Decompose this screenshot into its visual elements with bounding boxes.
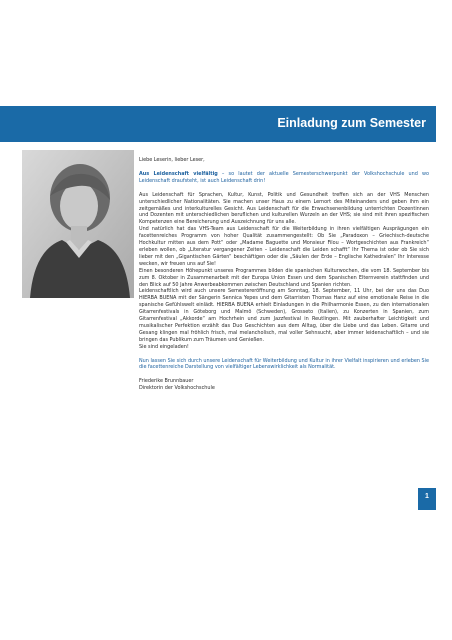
signature-title: Direktorin der Volkshochschule [139, 385, 215, 392]
page-title: Einladung zum Semester [277, 116, 426, 130]
invitation-line: Sie sind eingeladen! [139, 343, 189, 350]
paragraph: Einen besonderen Höhepunkt unseres Programmes bilden die spanischen Kulturwochen, die vom 18. September bis zum 8. Oktober in Zusammenarbeit mit der Europa Union Essen und dem Spanischen Elternverein stattfinden und den Blick auf 50 Jahre Anwerbeabkommen zwischen Deutschland und Spanien richten. [139, 267, 429, 288]
greeting: Liebe Leserin, lieber Leser, [139, 157, 205, 163]
paragraph: Aus Leidenschaft für Sprachen, Kultur, Kunst, Politik und Gesundheit treffen sich an der VHS Menschen unterschiedlicher Nationalitäten. Sie machen unser Haus zu einem Lernort des Miteinanders und geben ihm ein zeitgemäßes und interkulturelles Gesicht. Aus Leidenschaft für die Erwachsenenbildung unterrichten Dozentinnen und Dozenten mit unterschiedlichen beruflichen und kulturellen Wurzeln an der VHS; sie sind mit ihren spezifischen Kompetenzen eine Bereicherung und Auszeichnung für uns alle. [139, 191, 429, 226]
header-bar [0, 106, 436, 142]
intro-paragraph [139, 171, 429, 185]
page-number-tab [418, 488, 436, 510]
portrait-photo [22, 150, 134, 298]
paragraph: Leidenschaftlich wird auch unsere Semestereröffnung am Sonntag, 18. September, 11 Uhr, bei der uns das Duo HIERBA BUENA mit der Sängerin Sennica Yepes und dem Gitarristen Thomas Hanz auf eine emotionale Reise in die spanische Gefühlswelt einlädt. HIERBA BUENA erhielt Einladungen in die Philharmonie Essen, zu den internationalen Gitarrenfestivals in Göteborg und Malmö (Schweden), Grosseto (Italien), zu Konzerten in Spanien, zum Gitarrenfestival „Akkorde“ am Hochrhein und zum Jazzfestival in Reutlingen. Mit zauberhafter Leichtigkeit und musikalischer Perfektion erzählt das Duo Geschichten aus dem Alltag, über die Liebe und das Leben. Gitarre und Gesang klingen mal fröhlich frisch, mal melancholisch, mal voller Sehnsucht, aber immer leidenschaftlich – und sie bringen das Publikum zum Träumen und Genießen. [139, 288, 429, 343]
paragraph: Und natürlich hat das VHS-Team aus Leidenschaft für die Weiterbildung in ihren vielfältigen Ausprägungen ein facettenreiches Programm von hoher Qualität zusammengestellt: Ob Sie „Paradoxon – Griechisch-deutsche Hochkultur mitten aus dem Pott“ oder „Madame Baguette und Monsieur Filou – Wortgeschichten aus Frankreich“ erleben wollen, ob „Literatur vergangener Zeiten – Leidenschaft die Leiden schafft“ Ihr Thema ist oder ob Sie sich lieber mit den „Gigantischen Gärten“ beschäftigen oder die „Säulen der Erde – Englische Kathedralen“ Ihr Interesse wecken, wir freuen uns auf Sie! [139, 226, 429, 267]
signature-name: Friederike Brunnbauer [139, 378, 194, 385]
letter-body [139, 157, 429, 392]
closing-paragraph: Nun lassen Sie sich durch unsere Leidenschaft für Weiterbildung und Kultur in ihrer Vielfalt inspirieren und erleben Sie die facettenreiche Darstellung von vielfältiger Lebenswirklichkeit als Normalität. [139, 357, 429, 371]
intro-text: – so lautet der aktuelle Semesterschwerpunkt der Volkshochschule und wo Leidenschaft draufsteht, ist auch Leidenschaft drin! [139, 170, 430, 184]
page-number: 1 [425, 493, 429, 500]
theme-highlight: Aus Leidenschaft vielfältig [139, 170, 218, 177]
